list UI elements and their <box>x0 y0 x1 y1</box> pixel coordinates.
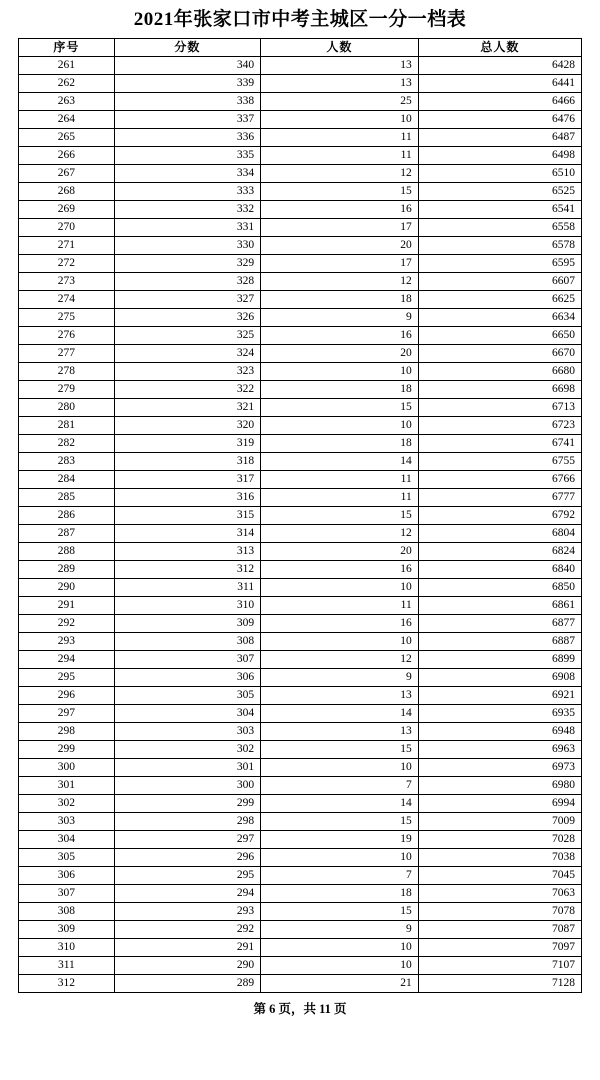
cell-count: 11 <box>261 129 419 147</box>
cell-seq: 293 <box>19 633 115 651</box>
column-header-seq: 序号 <box>19 39 115 57</box>
cell-count: 12 <box>261 651 419 669</box>
cell-total: 6994 <box>418 795 581 813</box>
cell-count: 14 <box>261 795 419 813</box>
cell-seq: 281 <box>19 417 115 435</box>
cell-total: 6741 <box>418 435 581 453</box>
cell-seq: 261 <box>19 57 115 75</box>
cell-score: 293 <box>114 903 260 921</box>
table-row <box>19 129 582 147</box>
cell-seq: 291 <box>19 597 115 615</box>
cell-total: 7097 <box>418 939 581 957</box>
cell-score: 326 <box>114 309 260 327</box>
cell-seq: 286 <box>19 507 115 525</box>
table-row <box>19 543 582 561</box>
cell-score: 337 <box>114 111 260 129</box>
cell-score: 292 <box>114 921 260 939</box>
cell-score: 312 <box>114 561 260 579</box>
cell-score: 304 <box>114 705 260 723</box>
cell-total: 6476 <box>418 111 581 129</box>
cell-count: 11 <box>261 147 419 165</box>
cell-total: 6777 <box>418 489 581 507</box>
cell-total: 7038 <box>418 849 581 867</box>
cell-total: 7078 <box>418 903 581 921</box>
cell-seq: 284 <box>19 471 115 489</box>
cell-total: 6804 <box>418 525 581 543</box>
cell-score: 296 <box>114 849 260 867</box>
cell-score: 322 <box>114 381 260 399</box>
cell-count: 16 <box>261 327 419 345</box>
cell-score: 302 <box>114 741 260 759</box>
cell-total: 6670 <box>418 345 581 363</box>
cell-score: 299 <box>114 795 260 813</box>
cell-count: 14 <box>261 705 419 723</box>
cell-seq: 262 <box>19 75 115 93</box>
cell-score: 305 <box>114 687 260 705</box>
table-row <box>19 741 582 759</box>
table-row <box>19 471 582 489</box>
cell-total: 6698 <box>418 381 581 399</box>
cell-seq: 308 <box>19 903 115 921</box>
cell-seq: 277 <box>19 345 115 363</box>
cell-total: 6963 <box>418 741 581 759</box>
cell-count: 15 <box>261 507 419 525</box>
cell-seq: 287 <box>19 525 115 543</box>
table-row <box>19 111 582 129</box>
cell-count: 11 <box>261 489 419 507</box>
cell-score: 331 <box>114 219 260 237</box>
table-row <box>19 579 582 597</box>
cell-score: 308 <box>114 633 260 651</box>
cell-total: 7045 <box>418 867 581 885</box>
cell-score: 321 <box>114 399 260 417</box>
cell-count: 10 <box>261 957 419 975</box>
table-row <box>19 813 582 831</box>
cell-seq: 283 <box>19 453 115 471</box>
cell-seq: 273 <box>19 273 115 291</box>
cell-seq: 278 <box>19 363 115 381</box>
cell-count: 12 <box>261 273 419 291</box>
cell-seq: 292 <box>19 615 115 633</box>
cell-score: 338 <box>114 93 260 111</box>
cell-score: 316 <box>114 489 260 507</box>
table-row <box>19 723 582 741</box>
table-row <box>19 561 582 579</box>
cell-seq: 295 <box>19 669 115 687</box>
table-row <box>19 957 582 975</box>
table-row <box>19 489 582 507</box>
cell-total: 6607 <box>418 273 581 291</box>
table-row <box>19 291 582 309</box>
cell-seq: 310 <box>19 939 115 957</box>
cell-total: 6541 <box>418 201 581 219</box>
cell-count: 9 <box>261 921 419 939</box>
cell-count: 15 <box>261 399 419 417</box>
cell-seq: 270 <box>19 219 115 237</box>
table-row <box>19 597 582 615</box>
table-row <box>19 939 582 957</box>
cell-total: 6510 <box>418 165 581 183</box>
cell-total: 7063 <box>418 885 581 903</box>
cell-total: 6466 <box>418 93 581 111</box>
cell-count: 13 <box>261 723 419 741</box>
cell-count: 18 <box>261 435 419 453</box>
cell-total: 6887 <box>418 633 581 651</box>
cell-seq: 302 <box>19 795 115 813</box>
cell-count: 16 <box>261 561 419 579</box>
cell-seq: 294 <box>19 651 115 669</box>
cell-count: 17 <box>261 255 419 273</box>
table-row <box>19 687 582 705</box>
cell-total: 6558 <box>418 219 581 237</box>
cell-seq: 299 <box>19 741 115 759</box>
table-row <box>19 885 582 903</box>
page-footer: 第 6 页，共 11 页 <box>253 1002 347 1016</box>
cell-total: 6755 <box>418 453 581 471</box>
cell-count: 10 <box>261 759 419 777</box>
cell-score: 318 <box>114 453 260 471</box>
cell-seq: 296 <box>19 687 115 705</box>
page-title: 2021年张家口市中考主城区一分一档表 <box>133 9 467 30</box>
cell-total: 6766 <box>418 471 581 489</box>
table-header <box>19 39 582 57</box>
cell-seq: 282 <box>19 435 115 453</box>
cell-score: 336 <box>114 129 260 147</box>
cell-score: 300 <box>114 777 260 795</box>
cell-score: 291 <box>114 939 260 957</box>
cell-total: 6634 <box>418 309 581 327</box>
table-row <box>19 255 582 273</box>
cell-total: 6525 <box>418 183 581 201</box>
cell-count: 17 <box>261 219 419 237</box>
cell-total: 6948 <box>418 723 581 741</box>
cell-seq: 298 <box>19 723 115 741</box>
cell-score: 339 <box>114 75 260 93</box>
cell-score: 335 <box>114 147 260 165</box>
cell-total: 6428 <box>418 57 581 75</box>
table-row <box>19 327 582 345</box>
cell-count: 13 <box>261 57 419 75</box>
cell-total: 7087 <box>418 921 581 939</box>
cell-score: 332 <box>114 201 260 219</box>
table-row <box>19 399 582 417</box>
cell-seq: 300 <box>19 759 115 777</box>
table-row <box>19 237 582 255</box>
cell-count: 18 <box>261 291 419 309</box>
cell-count: 16 <box>261 615 419 633</box>
cell-total: 7128 <box>418 975 581 993</box>
cell-total: 6578 <box>418 237 581 255</box>
cell-seq: 264 <box>19 111 115 129</box>
cell-score: 301 <box>114 759 260 777</box>
cell-score: 320 <box>114 417 260 435</box>
cell-count: 10 <box>261 579 419 597</box>
table-row <box>19 651 582 669</box>
cell-total: 6723 <box>418 417 581 435</box>
cell-total: 6713 <box>418 399 581 417</box>
table-row <box>19 147 582 165</box>
cell-score: 340 <box>114 57 260 75</box>
table-row <box>19 201 582 219</box>
cell-score: 297 <box>114 831 260 849</box>
cell-score: 325 <box>114 327 260 345</box>
table-row <box>19 309 582 327</box>
cell-total: 6861 <box>418 597 581 615</box>
column-header-count: 人数 <box>261 39 419 57</box>
cell-seq: 307 <box>19 885 115 903</box>
cell-count: 9 <box>261 309 419 327</box>
table-row <box>19 831 582 849</box>
table-row <box>19 849 582 867</box>
cell-score: 323 <box>114 363 260 381</box>
cell-total: 6680 <box>418 363 581 381</box>
cell-total: 6850 <box>418 579 581 597</box>
cell-seq: 280 <box>19 399 115 417</box>
cell-total: 6899 <box>418 651 581 669</box>
cell-score: 294 <box>114 885 260 903</box>
table-row <box>19 705 582 723</box>
table-row <box>19 507 582 525</box>
cell-count: 7 <box>261 867 419 885</box>
cell-count: 15 <box>261 903 419 921</box>
table-row <box>19 867 582 885</box>
score-distribution-table <box>18 38 582 993</box>
cell-seq: 272 <box>19 255 115 273</box>
cell-total: 6973 <box>418 759 581 777</box>
cell-seq: 311 <box>19 957 115 975</box>
cell-seq: 266 <box>19 147 115 165</box>
cell-count: 15 <box>261 741 419 759</box>
cell-count: 11 <box>261 471 419 489</box>
cell-seq: 271 <box>19 237 115 255</box>
cell-seq: 288 <box>19 543 115 561</box>
cell-score: 307 <box>114 651 260 669</box>
cell-count: 10 <box>261 939 419 957</box>
cell-seq: 301 <box>19 777 115 795</box>
cell-count: 14 <box>261 453 419 471</box>
cell-seq: 309 <box>19 921 115 939</box>
cell-seq: 289 <box>19 561 115 579</box>
cell-count: 18 <box>261 885 419 903</box>
cell-seq: 306 <box>19 867 115 885</box>
cell-total: 6487 <box>418 129 581 147</box>
cell-score: 315 <box>114 507 260 525</box>
table-row <box>19 165 582 183</box>
cell-total: 7107 <box>418 957 581 975</box>
cell-count: 10 <box>261 363 419 381</box>
table-row <box>19 453 582 471</box>
cell-score: 334 <box>114 165 260 183</box>
cell-count: 7 <box>261 777 419 795</box>
cell-count: 21 <box>261 975 419 993</box>
table-row <box>19 183 582 201</box>
cell-total: 6792 <box>418 507 581 525</box>
table-row <box>19 57 582 75</box>
cell-total: 6877 <box>418 615 581 633</box>
column-header-total: 总人数 <box>418 39 581 57</box>
cell-score: 306 <box>114 669 260 687</box>
cell-score: 313 <box>114 543 260 561</box>
cell-count: 15 <box>261 813 419 831</box>
cell-score: 310 <box>114 597 260 615</box>
table-row <box>19 795 582 813</box>
table-row <box>19 417 582 435</box>
cell-seq: 268 <box>19 183 115 201</box>
cell-seq: 305 <box>19 849 115 867</box>
table-row <box>19 975 582 993</box>
cell-total: 6824 <box>418 543 581 561</box>
cell-total: 6921 <box>418 687 581 705</box>
cell-seq: 297 <box>19 705 115 723</box>
table-row <box>19 777 582 795</box>
table-header-row <box>19 39 582 57</box>
cell-score: 329 <box>114 255 260 273</box>
cell-score: 327 <box>114 291 260 309</box>
cell-count: 20 <box>261 237 419 255</box>
cell-score: 328 <box>114 273 260 291</box>
cell-total: 7028 <box>418 831 581 849</box>
cell-count: 10 <box>261 849 419 867</box>
cell-seq: 303 <box>19 813 115 831</box>
cell-score: 303 <box>114 723 260 741</box>
cell-count: 18 <box>261 381 419 399</box>
table-row <box>19 669 582 687</box>
table-row <box>19 219 582 237</box>
cell-total: 6908 <box>418 669 581 687</box>
cell-seq: 285 <box>19 489 115 507</box>
cell-total: 6980 <box>418 777 581 795</box>
table-row <box>19 921 582 939</box>
cell-seq: 312 <box>19 975 115 993</box>
cell-score: 295 <box>114 867 260 885</box>
cell-total: 6625 <box>418 291 581 309</box>
table-row <box>19 75 582 93</box>
cell-score: 333 <box>114 183 260 201</box>
table-row <box>19 381 582 399</box>
cell-score: 289 <box>114 975 260 993</box>
cell-seq: 304 <box>19 831 115 849</box>
cell-score: 324 <box>114 345 260 363</box>
cell-seq: 267 <box>19 165 115 183</box>
cell-count: 19 <box>261 831 419 849</box>
cell-seq: 290 <box>19 579 115 597</box>
cell-count: 11 <box>261 597 419 615</box>
table-row <box>19 345 582 363</box>
cell-score: 314 <box>114 525 260 543</box>
cell-seq: 263 <box>19 93 115 111</box>
cell-score: 330 <box>114 237 260 255</box>
table-row <box>19 615 582 633</box>
table-row <box>19 903 582 921</box>
cell-count: 12 <box>261 525 419 543</box>
table-row <box>19 633 582 651</box>
cell-count: 12 <box>261 165 419 183</box>
cell-count: 16 <box>261 201 419 219</box>
table-body <box>19 57 582 993</box>
table-row <box>19 273 582 291</box>
table-row <box>19 525 582 543</box>
cell-total: 6498 <box>418 147 581 165</box>
cell-count: 15 <box>261 183 419 201</box>
cell-count: 9 <box>261 669 419 687</box>
column-header-score: 分数 <box>114 39 260 57</box>
cell-score: 311 <box>114 579 260 597</box>
cell-score: 319 <box>114 435 260 453</box>
cell-count: 20 <box>261 543 419 561</box>
cell-count: 13 <box>261 687 419 705</box>
table-row <box>19 759 582 777</box>
table-row <box>19 93 582 111</box>
cell-score: 298 <box>114 813 260 831</box>
cell-score: 317 <box>114 471 260 489</box>
cell-count: 10 <box>261 633 419 651</box>
cell-seq: 265 <box>19 129 115 147</box>
cell-seq: 269 <box>19 201 115 219</box>
cell-count: 13 <box>261 75 419 93</box>
cell-count: 10 <box>261 111 419 129</box>
cell-total: 6441 <box>418 75 581 93</box>
cell-total: 7009 <box>418 813 581 831</box>
table-row <box>19 363 582 381</box>
cell-seq: 276 <box>19 327 115 345</box>
cell-total: 6935 <box>418 705 581 723</box>
cell-count: 10 <box>261 417 419 435</box>
cell-seq: 279 <box>19 381 115 399</box>
table-row <box>19 435 582 453</box>
cell-count: 25 <box>261 93 419 111</box>
cell-total: 6650 <box>418 327 581 345</box>
cell-total: 6595 <box>418 255 581 273</box>
cell-count: 20 <box>261 345 419 363</box>
cell-total: 6840 <box>418 561 581 579</box>
cell-score: 309 <box>114 615 260 633</box>
cell-seq: 274 <box>19 291 115 309</box>
cell-score: 290 <box>114 957 260 975</box>
cell-seq: 275 <box>19 309 115 327</box>
